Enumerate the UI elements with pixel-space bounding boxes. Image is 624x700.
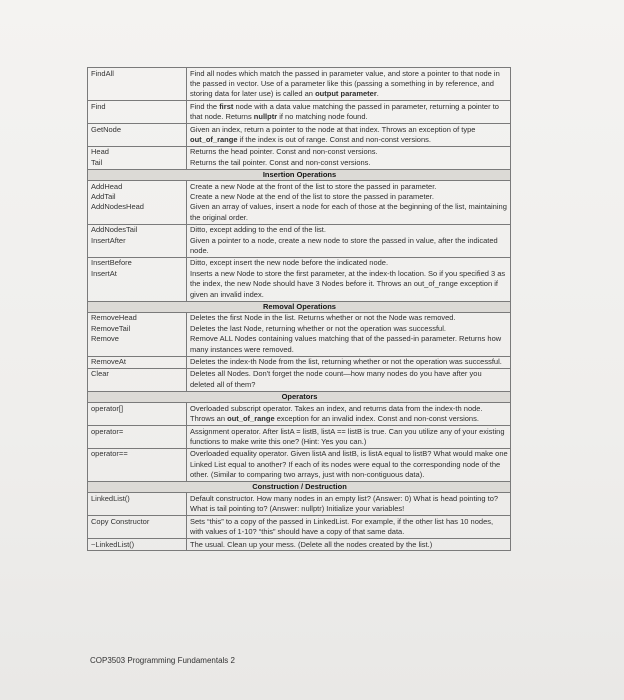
table-row [88,426,511,449]
section-header-row [88,482,511,493]
function-name-tail: Tail [91,157,103,167]
function-name-clear: Clear [88,368,187,391]
function-description [187,516,511,539]
section-title: Removal Operations [88,301,511,312]
description-text: Given an index, return a pointer to the node at that index. Throws an exception of type [190,124,476,134]
function-description [187,539,511,551]
function-description: Returns the head pointer. Const and non-const versions. [190,147,378,157]
function-name-cell [88,224,187,257]
function-description [187,403,511,426]
description-text: Deletes the index-th Node from the list, returning whether or not the operation was successful. [190,357,502,367]
function-name-cell [88,312,187,356]
function-name-addnodestail: AddNodesTail [91,225,138,235]
emphasis-text: out_of_range [190,134,238,144]
function-name-addhead: AddHead [91,181,123,191]
emphasis-text: out_of_range [227,414,275,424]
function-name-remove: Remove [91,334,119,344]
table-row [88,539,511,551]
function-name-linkedlist: ~LinkedList() [88,539,187,551]
table-row [88,68,511,101]
description-text: Deletes all Nodes. Don't forget the node count—how many nodes do you have after you deleted all of them? [190,369,482,389]
function-name-removetail: RemoveTail [91,323,131,333]
function-name-insertafter: InsertAfter [91,235,126,245]
table-row [88,124,511,147]
description-text: Find all nodes which match the passed in parameter value, and store a pointer to that node in the passed in vector. Use of a parameter like this (passing a something in by reference, and storing data for later use) is called an [190,68,500,99]
function-description [187,68,511,101]
table-row [88,101,511,124]
function-name-removeat: RemoveAt [88,356,187,368]
table-row-group [88,181,511,225]
function-description: Given an array of values, insert a node for each of those at the beginning of the list, maintaining the original order. [190,202,507,222]
description-text: The usual. Clean up your mess. (Delete all the nodes created by the list.) [190,539,433,549]
section-header-row [88,391,511,402]
function-description: Remove ALL Nodes containing values matching that of the passed-in parameter. Returns how many instances were removed. [190,334,502,354]
description-text: exception for an invalid index. Const and non-const versions. [274,414,479,424]
table-row [88,448,511,481]
function-description: Returns the tail pointer. Const and non-const versions. [190,157,371,167]
function-name-cell [88,181,187,225]
table-body [88,68,511,551]
function-description: Create a new Node at the front of the list to store the passed in parameter. [190,181,437,191]
function-name-linkedlist: LinkedList() [88,493,187,516]
emphasis-text: nullptr [253,112,278,122]
table-row [88,368,511,391]
section-header-row [88,169,511,180]
section-title: Construction / Destruction [88,482,511,493]
description-text: Sets “this” to a copy of the passed in LinkedList. For example, if the other list has 10 nodes, with values of 1-10? “this” should have a copy of that same data. [190,516,494,537]
function-description [187,426,511,449]
table-row-group [88,224,511,257]
table-row-group [88,257,511,301]
function-description [187,448,511,481]
description-text: Default constructor. How many nodes in an empty list? (Answer: 0) What is head pointing to? What is tail pointing to? (Answer: nullptr) Initialize your variables! [190,493,499,514]
function-name-removehead: RemoveHead [91,313,137,323]
description-text: Assignment operator. After listA = listB, listA == listB is true. Can you utilize any of your existing functions to make write this one? (Hint: Yes you can.) [190,426,505,446]
function-description: Create a new Node at the end of the list to store the passed in parameter. [190,191,434,201]
section-title: Insertion Operations [88,169,511,180]
linked-list-functions-table [87,67,511,551]
function-description [187,101,511,124]
function-name-cell [88,257,187,301]
description-text: . [376,89,379,99]
function-description [187,368,511,391]
table-row-group [88,312,511,356]
function-description-cell [187,224,511,257]
function-description [187,493,511,516]
description-text: Find the [190,101,220,111]
function-name-getnode: GetNode [88,124,187,147]
function-description-cell [187,146,511,169]
table-row [88,403,511,426]
function-description [187,124,511,147]
table-row [88,356,511,368]
section-header-row [88,301,511,312]
function-name-findall: FindAll [88,68,187,101]
function-description: Ditto, except adding to the end of the list. [190,225,326,235]
page-footer: COP3503 Programming Fundamentals 2 [90,656,235,665]
description-text: Overloaded subscript operator. Takes an index, and returns data from the index-th node. Throws an [190,403,483,424]
function-name-cell [88,146,187,169]
emphasis-text: output parameter [315,89,377,99]
function-name-insertat: InsertAt [91,268,117,278]
function-description: Given a pointer to a node, create a new node to store the passed in value, after the indicated node. [190,235,498,255]
table-row [88,516,511,539]
function-name-insertbefore: InsertBefore [91,258,132,268]
function-name-addnodeshead: AddNodesHead [91,202,144,212]
description-text: node with a data value matching the passed in parameter, returning a pointer to that node. Returns [190,101,499,122]
table-row-group [88,146,511,169]
function-description [187,356,511,368]
function-name-operator: operator[] [88,403,187,426]
function-description: Deletes the last Node, returning whether or not the operation was successful. [190,323,446,333]
function-name-operator: operator== [88,448,187,481]
section-title: Operators [88,391,511,402]
function-description-cell [187,312,511,356]
function-name-addtail: AddTail [91,191,116,201]
function-name-find: Find [88,101,187,124]
function-description: Ditto, except insert the new node before the indicated node. [190,258,389,268]
function-description-cell [187,181,511,225]
emphasis-text: first [219,101,234,111]
table-row [88,493,511,516]
description-text: if no matching node found. [277,112,368,122]
function-name-head: Head [91,147,109,157]
function-description: Deletes the first Node in the list. Returns whether or not the Node was removed. [190,313,456,323]
description-text: if the index is out of range. Const and non-const versions. [237,134,431,144]
description-text: Overloaded equality operator. Given listA and listB, is listA equal to listB? What would make one Linked List equal to another? If each of its nodes were equal to the corresponding node of the other. (Similar to comparing two arrays, just with non-contiguous data). [190,449,508,480]
function-name-copy-constructor: Copy Constructor [88,516,187,539]
function-description: Inserts a new Node to store the first parameter, at the index-th location. So if you specified 3 as the index, the new Node should have 3 Nodes before it. Throws an out_of_range exception if given an invalid index. [190,268,506,299]
function-name-operator: operator= [88,426,187,449]
function-description-cell [187,257,511,301]
